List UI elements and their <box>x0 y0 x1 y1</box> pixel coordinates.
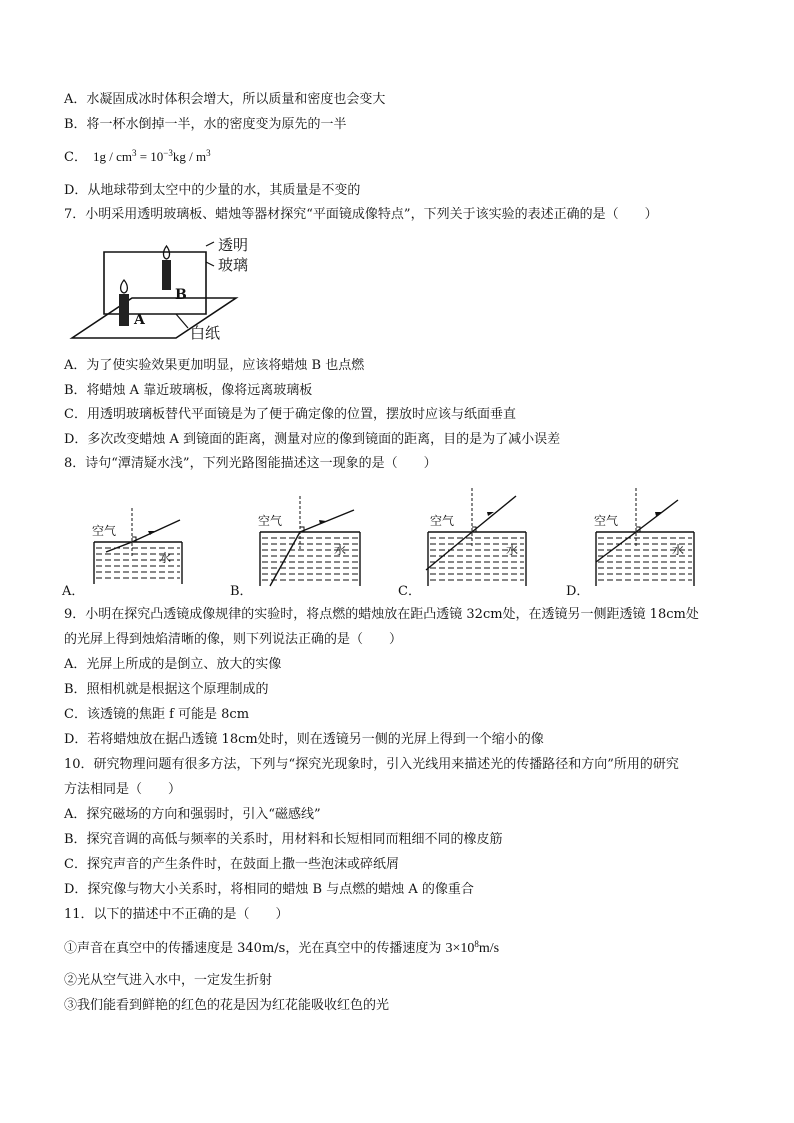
water-label-a: 水 <box>159 551 172 565</box>
candle-b-label: B <box>175 287 187 303</box>
air-label-b: 空气 <box>258 514 283 528</box>
glass-label-pointer <box>206 242 214 246</box>
ray-in-air-b <box>300 510 354 532</box>
ray-in-air-d <box>636 500 678 532</box>
candle-a-label: A <box>134 312 145 328</box>
q6-option-c-rhs-exp: −3 <box>163 148 173 158</box>
q6-option-c-rhs: kg / m <box>172 149 207 164</box>
air-label-a: 空气 <box>92 524 117 538</box>
q8-diagram-d <box>566 486 706 598</box>
q10-option-c: C．探究声音的产生条件时，在鼓面上撒一些泡沫或碎纸屑 <box>64 857 399 872</box>
q10-stem-line2: 方法相同是（ ） <box>64 782 182 797</box>
q6-option-c-lhs: 1g / cm <box>92 149 132 164</box>
glass-label-pointer-2 <box>206 262 214 266</box>
q9-stem-line1: 9．小明在探究凸透镜成像规律的实验时，将点燃的蜡烛放在距凸透镜 32cm处，在透镜另一侧距透镜 18cm处 <box>64 607 699 622</box>
q7-mirror-figure <box>66 232 266 344</box>
q9-option-d: D．若将蜡烛放在据凸透镜 18cm处时，则在透镜另一侧的光屏上得到一个缩小的像 <box>64 732 544 747</box>
water-label-c: 水 <box>506 543 519 557</box>
q6-option-b: B．将一杯水倒掉一半，水的密度变为原先的一半 <box>64 117 347 132</box>
q6-option-a: A．水凝固成冰时体积会增大，所以质量和密度也会变大 <box>64 92 386 107</box>
glass-label-line2: 玻璃 <box>218 256 249 274</box>
q10-option-a: A．探究磁场的方向和强弱时，引入“磁感线” <box>64 807 321 822</box>
candle-a-flame <box>121 280 128 293</box>
q11-statement-2: ②光从空气进入水中，一定发生折射 <box>64 973 273 988</box>
candle-b-shape <box>162 260 171 290</box>
q11-statement-1-math: 3×10 <box>445 941 475 956</box>
ray-in-air-c <box>472 496 516 532</box>
ray-in-water-b <box>270 532 300 586</box>
q6-option-c-eq: = 10 <box>136 149 164 164</box>
q6-option-c <box>64 148 211 167</box>
option-label-a: A． <box>62 584 85 599</box>
ray-in-air-a <box>132 520 180 542</box>
option-label-b: B． <box>230 584 253 599</box>
q7-option-b: B．将蜡烛 A 靠近玻璃板，像将远离玻璃板 <box>64 383 313 398</box>
q8-diagram-a <box>62 486 202 598</box>
glass-label-line1: 透明 <box>218 236 249 254</box>
air-label-d: 空气 <box>594 514 619 528</box>
q8-diagram-b <box>228 486 368 598</box>
candle-a-shape <box>119 294 129 326</box>
q7-stem: 7．小明采用透明玻璃板、蜡烛等器材探究“平面镜成像特点”，下列关于该实验的表述正确的是（ ） <box>64 207 658 222</box>
q11-statement-3: ③我们能看到鲜艳的红色的花是因为红花能吸收红色的光 <box>64 998 390 1013</box>
q10-option-d: D．探究像与物大小关系时，将相同的蜡烛 B 与点燃的蜡烛 A 的像重合 <box>64 882 474 897</box>
ray-in-water-a <box>106 542 132 552</box>
paper-label: 白纸 <box>190 324 221 342</box>
q8-stem: 8．诗句“潭清疑水浅”，下列光路图能描述这一现象的是（ ） <box>64 456 437 471</box>
air-label-c: 空气 <box>430 514 455 528</box>
q11-statement-1-unit: m/s <box>478 941 500 956</box>
q11-statement-1 <box>64 940 499 958</box>
q9-option-b: B．照相机就是根据这个原理制成的 <box>64 682 269 697</box>
q7-option-d: D．多次改变蜡烛 A 到镜面的距离，测量对应的像到镜面的距离，目的是为了减小误差 <box>64 432 561 447</box>
q7-option-c: C．用透明玻璃板替代平面镜是为了便于确定像的位置，摆放时应该与纸面垂直 <box>64 407 516 422</box>
option-label-d: D． <box>566 584 590 599</box>
q7-option-a: A．为了使实验效果更加明显，应该将蜡烛 B 也点燃 <box>64 358 365 373</box>
q9-option-c: C．该透镜的焦距 f 可能是 8cm <box>64 707 250 722</box>
q10-option-b: B．探究音调的高低与频率的关系时，用材料和长短相同而粗细不同的橡皮筋 <box>64 832 503 847</box>
water-label-b: 水 <box>334 543 347 557</box>
q6-option-c-prefix: C． <box>64 150 87 165</box>
q9-stem-line2: 的光屏上得到烛焰清晰的像，则下列说法正确的是（ ） <box>64 632 403 647</box>
q10-stem-line1: 10．研究物理问题有很多方法，下列与“探究光现象时，引入光线用来描述光的传播路径和方向”所用的研究 <box>64 757 679 772</box>
q8-diagram-c <box>398 486 538 598</box>
q6-option-c-rhs-unit-exp: 3 <box>206 148 211 158</box>
water-label-d: 水 <box>672 543 685 557</box>
q6-option-c-lhs-exp: 3 <box>131 148 137 158</box>
q9-option-a: A．光屏上所成的是倒立、放大的实像 <box>64 657 282 672</box>
q6-option-d: D．从地球带到太空中的少量的水，其质量是不变的 <box>64 183 361 198</box>
ray-in-water-d <box>596 532 636 562</box>
q11-statement-1-text: ①声音在真空中的传播速度是 340m/s，光在真空中的传播速度为 <box>64 941 446 956</box>
paper-label-pointer <box>176 314 188 328</box>
option-label-c: C． <box>398 584 421 599</box>
q11-stem: 11．以下的描述中不正确的是（ ） <box>64 907 289 922</box>
q11-statement-1-exp: 8 <box>474 939 479 949</box>
